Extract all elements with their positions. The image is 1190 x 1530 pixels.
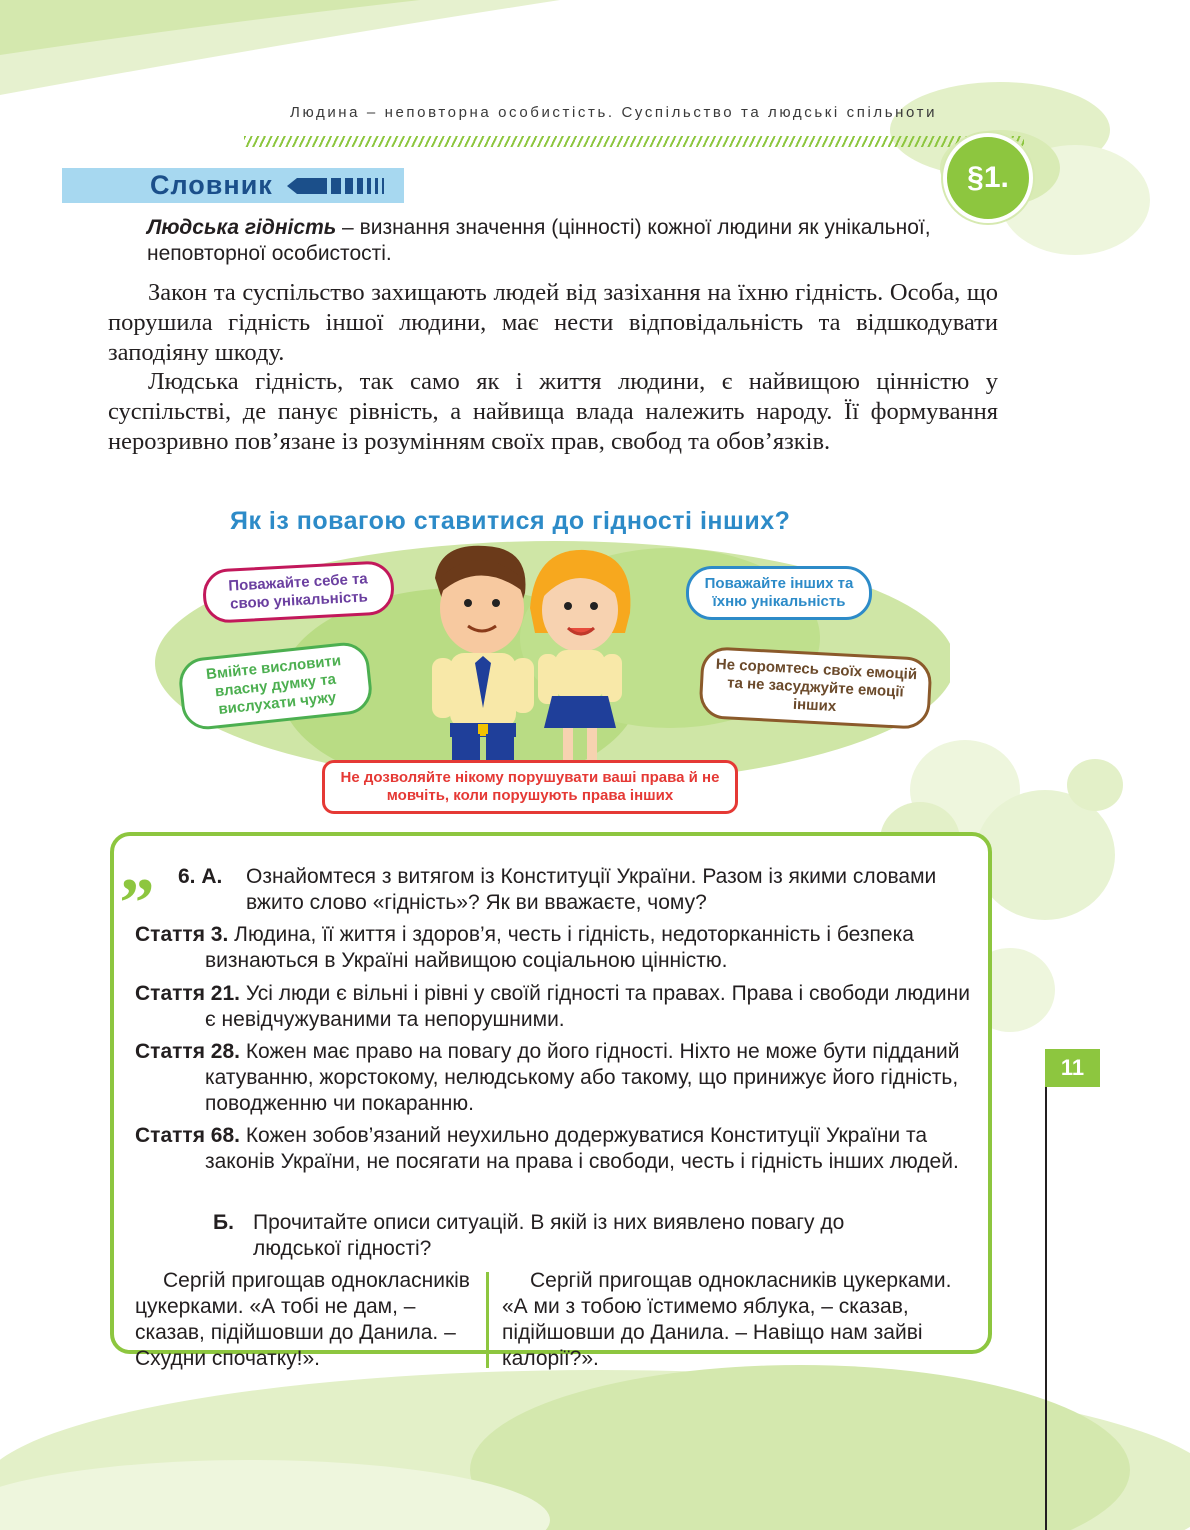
paragraph-1-text: Закон та суспільство захищають людей від зазіхання на їхню гідність. Особа, що порушила гідність іншої людини, має нести відповідальність та відшкодувати заподіяну шкоду. (108, 279, 998, 366)
task-a-label: 6. А. (178, 865, 223, 888)
quote-mark-icon: „ (120, 829, 155, 906)
term: Людська гідність (147, 216, 337, 239)
page-edge-line (1045, 1049, 1047, 1530)
task-b-label: Б. (213, 1211, 234, 1234)
article-text: Кожен має право на повагу до його гідності. Ніхто не може бути підданий катуванню, жорстокому, нелюдському або такому, що принижує його гідність, поводженню чи покаранню. (205, 1040, 960, 1115)
article-text: Кожен зобов’язаний неухильно додержуватися Конституції України та законів України, не посягати на права і свободи, честь і гідність інших людей. (205, 1124, 959, 1173)
bubble-express-opinion: Вмійте висловити власну думку та вислухати чужу (177, 640, 374, 732)
arrow-bars-icon (287, 178, 384, 194)
header-hatch-rule (244, 136, 1024, 147)
dictionary-title: Словник (150, 170, 273, 200)
article-text: Людина, її життя і здоров’я, честь і гідність, недоторканність і безпека визнаються в Україні найвищою соціальною цінністю. (205, 923, 914, 972)
dictionary-definition (147, 215, 947, 267)
article-28 (135, 1039, 970, 1117)
article-21 (135, 981, 970, 1033)
definition-text: – визнання значення (цінності) кожної людини як унікальної, неповторної особистості. (147, 216, 931, 265)
task-a-text: Ознайомтеся з витягом із Конституції України. Разом із якими словами вжито слово «гідність»? Як ви вважаєте, чому? (246, 865, 937, 914)
article-68 (135, 1123, 970, 1175)
article-label: Стаття 21. (135, 982, 240, 1005)
bubble-rights: Не дозволяйте нікому порушувати ваші права й не мовчіть, коли порушують права інших (322, 760, 738, 814)
article-label: Стаття 28. (135, 1040, 240, 1063)
article-text: Усі люди є вільні і рівні у своїй гідності та правах. Права і свободи людини є невідчужуваними та непорушними. (205, 982, 970, 1031)
article-3 (135, 922, 970, 974)
task-b-text: Прочитайте описи ситуацій. В якій із них виявлено повагу до людської гідності? (253, 1211, 845, 1260)
situation-left: Сергій пригощав однокласників цукерками. «А тобі не дам, – сказав, підійшовши до Данила. – Схудни спочатку!». (135, 1269, 470, 1370)
bubble-respect-self: Поважайте себе та свою унікальність (202, 560, 396, 624)
situation-divider (486, 1272, 489, 1368)
article-label: Стаття 3. (135, 923, 229, 946)
paragraph-1 (108, 278, 998, 368)
bubble-respect-others: Поважайте інших та їхню унікальність (686, 566, 872, 620)
situation-right: Сергій пригощав однокласників цукерками. «А ми з тобою їстимемо яблука, – сказав, підійшовши до Данила. – Навіщо нам зайві калорії?». (502, 1269, 952, 1370)
task-a (178, 864, 968, 916)
infographic-title: Як із повагою ставитися до гідності інших? (230, 507, 791, 535)
paragraph-2-text: Людська гідність, так само як і життя людини, є найвищою цінністю у суспільстві, де панує рівність, а найвища влада належить народу. Її формування нерозривно пов’язане із розумінням своїх прав, свобод та обов’язків. (108, 368, 998, 455)
article-label: Стаття 68. (135, 1124, 240, 1147)
task-b (213, 1210, 933, 1262)
paragraph-2 (108, 367, 998, 457)
page-number: 11 (1045, 1049, 1100, 1087)
running-header: Людина – неповторна особистість. Суспільство та людські спільноти (290, 104, 938, 121)
section-badge: §1. (943, 133, 1033, 223)
bubble-emotions: Не соромтесь своїх емоцій та не засуджуйте емоції інших (698, 646, 932, 730)
